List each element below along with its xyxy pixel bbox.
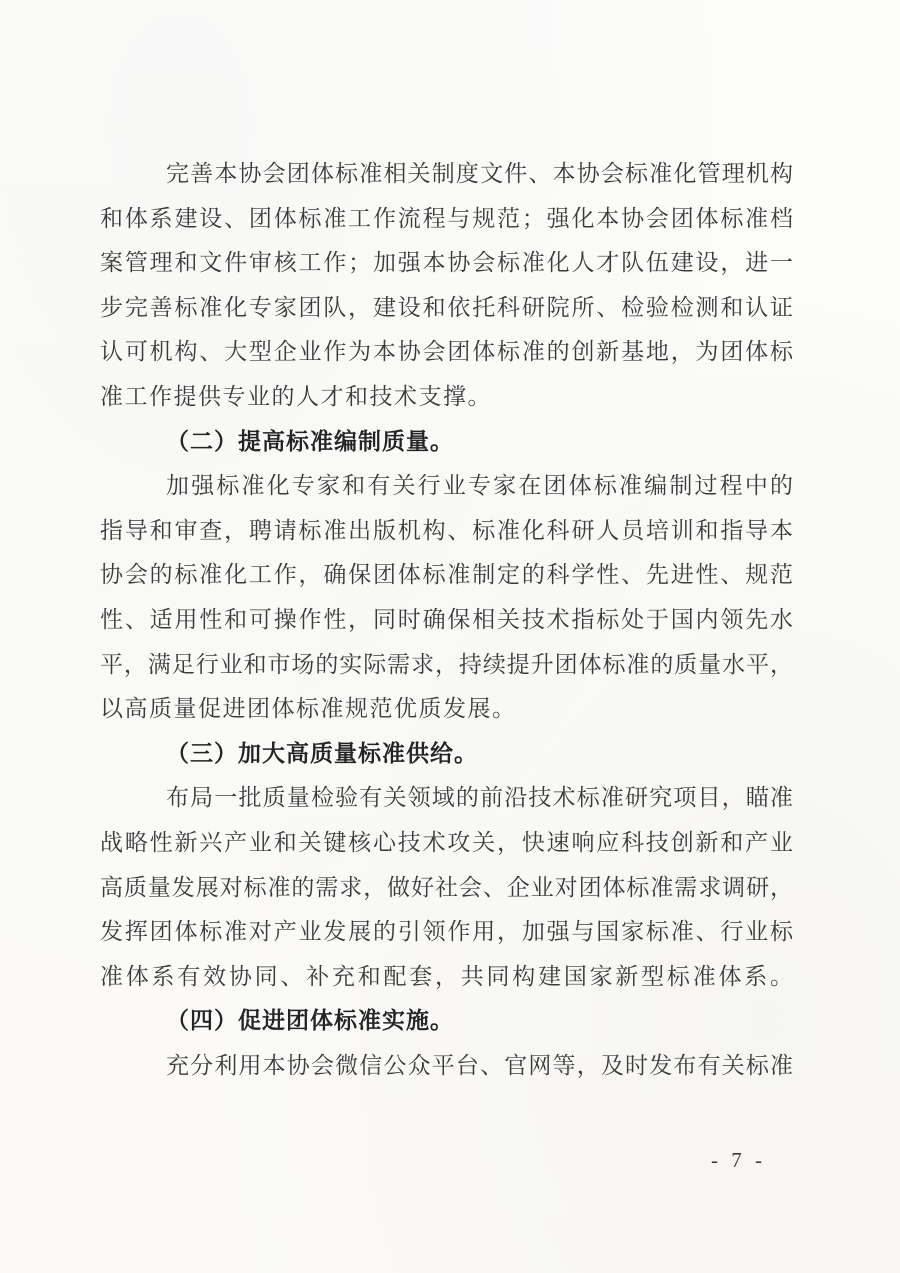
section-heading-line: （四）促进团体标准实施。 <box>166 1008 454 1034</box>
body-text-line: 协会的标准化工作，确保团体标准制定的科学性、先进性、规范 <box>100 562 793 588</box>
body-text-line: 充分利用本协会微信公众平台、官网等，及时发布有关标准 <box>166 1052 793 1078</box>
section-heading-line: （三）加大高质量标准供给。 <box>166 740 478 766</box>
body-text-line: 布局一批质量检验有关领域的前沿技术标准研究项目，瞄准 <box>166 785 793 811</box>
body-text-line: 和体系建设、团体标准工作流程与规范；强化本协会团体标准档 <box>100 205 793 231</box>
body-text-line: 高质量发展对标准的需求，做好社会、企业对团体标准需求调研， <box>100 874 793 900</box>
body-text-line: 指导和审查，聘请标准出版机构、标准化科研人员培训和指导本 <box>100 517 793 543</box>
body-text-line: 加强标准化专家和有关行业专家在团体标准编制过程中的 <box>166 473 793 499</box>
body-text-line: 战略性新兴产业和关键核心技术攻关，快速响应科技创新和产业 <box>100 829 793 855</box>
body-text-line: 案管理和文件审核工作；加强本协会标准化人才队伍建设，进一 <box>100 250 793 276</box>
body-text-line: 平，满足行业和市场的实际需求，持续提升团体标准的质量水平， <box>100 651 793 677</box>
document-body <box>100 152 793 1088</box>
page-number: - 7 - <box>711 1148 766 1172</box>
body-text-line: 步完善标准化专家团队，建设和依托科研院所、检验检测和认证 <box>100 294 793 320</box>
body-text-line: 准工作提供专业的人才和技术支撑。 <box>100 383 492 409</box>
body-text-line: 以高质量促进团体标准规范优质发展。 <box>100 696 517 722</box>
body-text-line: 完善本协会团体标准相关制度文件、本协会标准化管理机构 <box>166 161 793 186</box>
body-text-line: 性、适用性和可操作性，同时确保相关技术指标处于国内领先水 <box>100 606 793 632</box>
body-text-line: 认可机构、大型企业作为本协会团体标准的创新基地，为团体标 <box>100 339 793 365</box>
body-text-line: 准体系有效协同、补充和配套，共同构建国家新型标准体系。 <box>100 963 793 989</box>
section-heading-line: （二）提高标准编制质量。 <box>166 428 454 454</box>
body-text-line: 发挥团体标准对产业发展的引领作用，加强与国家标准、行业标 <box>100 919 793 945</box>
